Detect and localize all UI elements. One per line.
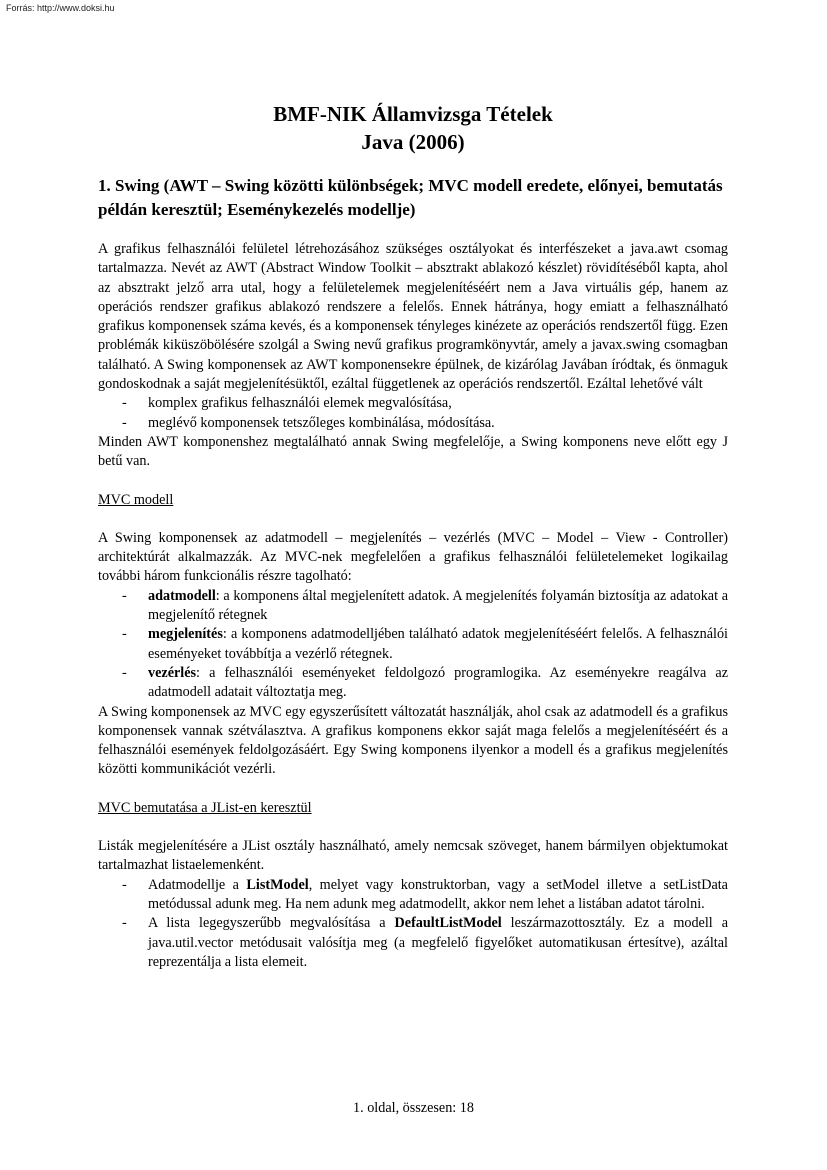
document-page (98, 100, 728, 972)
paragraph-j-prefix: Minden AWT komponenshez megtalálható annak Swing megfelelője, a Swing komponens neve előtt egy J betű van. (98, 433, 728, 470)
list-item: - megjelenítés: a komponens adatmodelljében található adatok megjelenítéséért felelős. A felhasználói eseményeket továbbítja a vezérlő rétegnek. (98, 625, 728, 664)
section-heading: 1. Swing (AWT – Swing közötti különbségek; MVC modell eredete, előnyei, bemutatás példán keresztül; Eseménykezelés modellje) (98, 176, 723, 219)
doc-title (98, 100, 728, 156)
subheading-jlist: MVC bemutatása a JList-en keresztül (98, 799, 312, 816)
subheading-mvc: MVC modell (98, 491, 174, 508)
source-label: Forrás: http://www.doksi.hu (6, 3, 115, 13)
list-item: - vezérlés: a felhasználói eseményeket feldolgozó programlogika. Az eseményekre reagálva az adatmodell adatait változtatja meg. (98, 664, 728, 703)
term-adatmodell: adatmodell (148, 587, 216, 604)
term-defaultlistmodel: DefaultListModel (394, 915, 502, 932)
term-listmodel: ListModel (246, 876, 309, 893)
list-item: - adatmodell: a komponens által megjelenített adatok. A megjelenítés folyamán biztosítja az adatokat a megjelenítő rétegnek (98, 587, 728, 626)
paragraph-jlist: Listák megjelenítésére a JList osztály használható, amely nemcsak szöveget, hanem bármilyen objektumokat tartalmazhat listaelemenként. (98, 838, 728, 874)
paragraph-mvc: A Swing komponensek az adatmodell – megjelenítés – vezérlés (MVC – Model – View - Controller) architektúrát alkalmazzák. Az MVC-nek megfelelően a grafikus felhasználói felületelemeket logikailag további három funkcionális részre tagolható: (98, 529, 728, 585)
term-megjelenites: megjelenítés (148, 626, 223, 643)
page-footer: 1. oldal, összesen: 18 (353, 1100, 474, 1116)
list-item: - komplex grafikus felhasználói elemek megvalósítása, (98, 394, 728, 413)
list-item: - A lista legegyszerűbb megvalósítása a DefaultListModel leszármazottosztály. Ez a modell a java.util.vector metódusait valósítja meg (a megfelelő figyelőket automatikusan értesítve), azáltal reprezentálja a lista elemeit. (98, 914, 728, 972)
list-item: - Adatmodellje a ListModel, melyet vagy konstruktorban, vagy a setModel illetve a setListData metódussal adunk meg. Ha nem adunk meg adatmodellt, akkor nem lehet a listában adatot tárolni. (98, 876, 728, 915)
paragraph-awt: A grafikus felhasználói felületel létrehozásához szükséges osztályokat és interfészeket a java.awt csomag tartalmazza. Nevét az AWT (Abstract Window Toolkit – absztrakt ablakozó készlet) rövidítéséből kapta, ahol az absztrakt jelző arra utal, hogy a felületelemek megjelenítéséért nem a Java virtuális gép, hanem az operációs rendszer grafikus ablakozó rendszere a felelős. Ennek hátránya, hogy emiatt a felhasználható grafikus komponensek száma kevés, és a komponensek tényleges kinézete az operációs rendszertől függ. Ezen problémák kiküszöbölésére szolgál a Swing nevű grafikus programkönyvtár, amely a javax.swing csomagban található. A Swing komponensek az AWT komponensekre épülnek, de kizárólag Javában íródtak, és önmaguk gondoskodnak a saját megjelenítésüktől, ezáltal függetlenek az operációs rendszertől. Ezáltal lehetővé vált (98, 241, 728, 393)
title-line-1: BMF-NIK Államvizsga Tételek (273, 102, 553, 126)
mvc-list (98, 587, 728, 703)
paragraph-simplified-mvc: A Swing komponensek az MVC egy egyszerűsített változatát használják, ahol csak az adatmodell és a grafikus komponensek vannak szétválasztva. A grafikus komponens ekkor saját maga felelős a megjelenítéséért és a felhasználói események feldolgozásáért. Egy Swing komponens ilyenkor a modell és a grafikus megjelenítés közötti kommunikációt vezérli. (98, 703, 728, 778)
jlist-list (98, 876, 728, 972)
awt-list (98, 394, 728, 433)
term-vezerles: vezérlés (148, 664, 197, 681)
title-line-2: Java (2006) (361, 130, 465, 154)
list-item: - meglévő komponensek tetszőleges kombinálása, módosítása. (98, 414, 728, 433)
